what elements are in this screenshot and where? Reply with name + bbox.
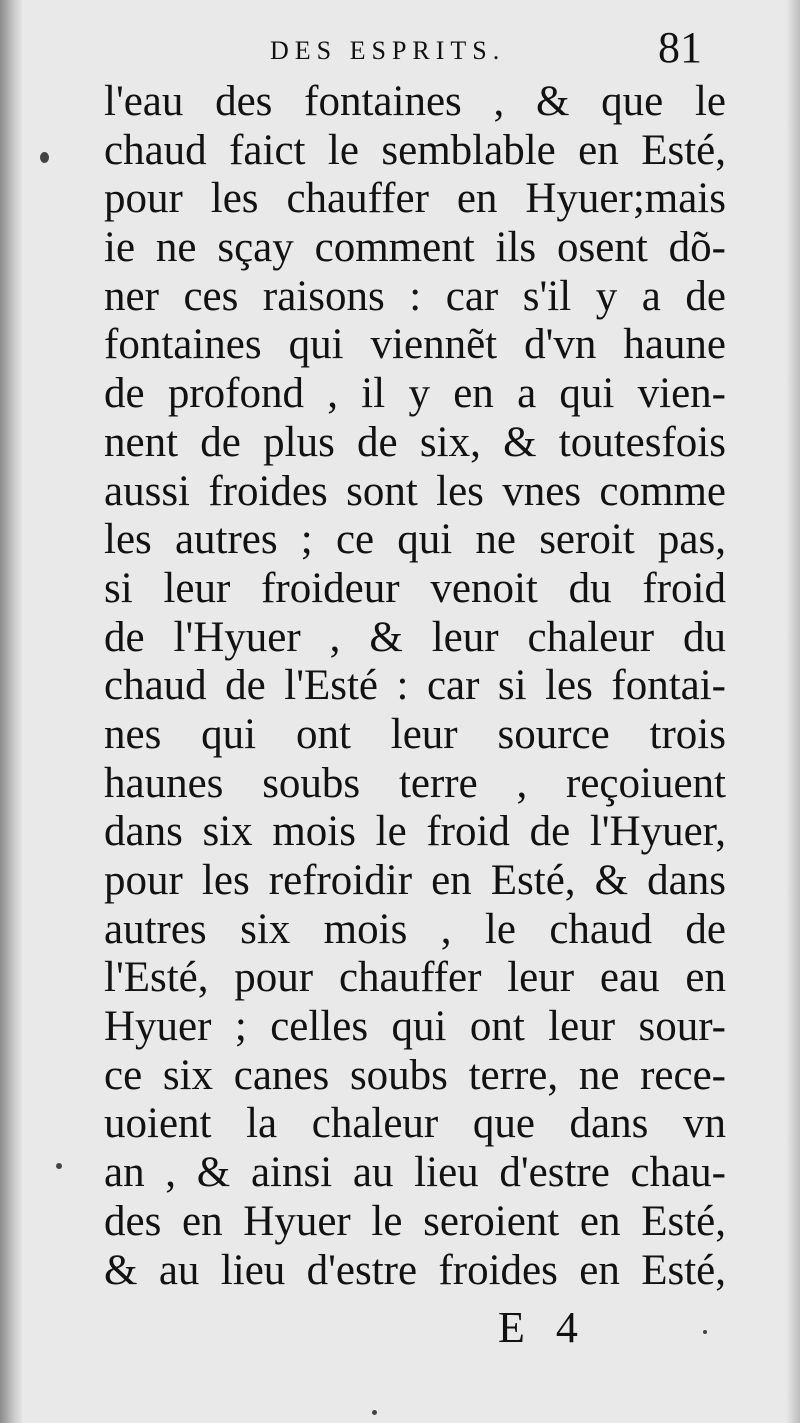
body-text — [104, 78, 726, 1295]
text-line: ce six canes soubs terre, ne rece- — [104, 1051, 726, 1099]
text-line: ner ces raisons : car s'il y a de — [104, 272, 726, 320]
text-line: les autres ; ce qui ne seroit pas, — [104, 516, 726, 564]
text-line: si leur froideur venoit du froid — [104, 564, 726, 612]
text-line: Hyuer ; celles qui ont leur sour- — [104, 1003, 726, 1051]
running-head: DES ESPRITS. — [270, 36, 506, 65]
text-line: autres six mois , le chaud de — [104, 905, 726, 953]
text-line: nes qui ont leur source trois — [104, 710, 726, 758]
page-gutter-shadow — [0, 0, 22, 1423]
text-line: chaud faict le semblable en Esté, — [104, 126, 726, 174]
ink-speck — [372, 1410, 377, 1415]
text-line: pour les chauffer en Hyuer;mais — [104, 175, 726, 223]
text-line: & au lieu d'estre froides en Esté, — [104, 1246, 726, 1294]
page-number: 81 — [658, 23, 702, 72]
page-edge-shadow — [786, 0, 800, 1423]
text-line: pour les refroidir en Esté, & dans — [104, 857, 726, 904]
text-line: an , & ainsi au lieu d'estre chau- — [104, 1149, 726, 1197]
text-line: dans six mois le froid de l'Hyuer, — [104, 808, 726, 856]
text-line: uoient la chaleur que dans vn — [104, 1100, 726, 1148]
ink-speck — [56, 1163, 62, 1169]
ink-speck — [40, 152, 49, 163]
signature-mark: E 4 — [498, 1303, 588, 1352]
text-line: nent de plus de six, & toutesfois — [104, 418, 726, 466]
text-line: chaud de l'Esté : car si les fontai- — [104, 662, 726, 710]
text-line: des en Hyuer le seroient en Esté, — [104, 1197, 726, 1245]
text-line: aussi froides sont les vnes comme — [104, 467, 726, 515]
text-line: haunes soubs terre , reçoiuent — [104, 759, 726, 807]
text-line: de l'Hyuer , & leur chaleur du — [104, 613, 726, 661]
text-line: fontaines qui viennẽt d'vn haune — [104, 321, 726, 369]
text-line: ie ne sçay comment ils osent dõ- — [104, 224, 726, 272]
page-header — [270, 23, 790, 80]
text-line: l'Esté, pour chauffer leur eau en — [104, 954, 726, 1002]
text-line: de profond , il y en a qui vien- — [104, 370, 726, 418]
ink-speck — [703, 1330, 707, 1334]
text-line: l'eau des fontaines , & que le — [104, 78, 726, 125]
